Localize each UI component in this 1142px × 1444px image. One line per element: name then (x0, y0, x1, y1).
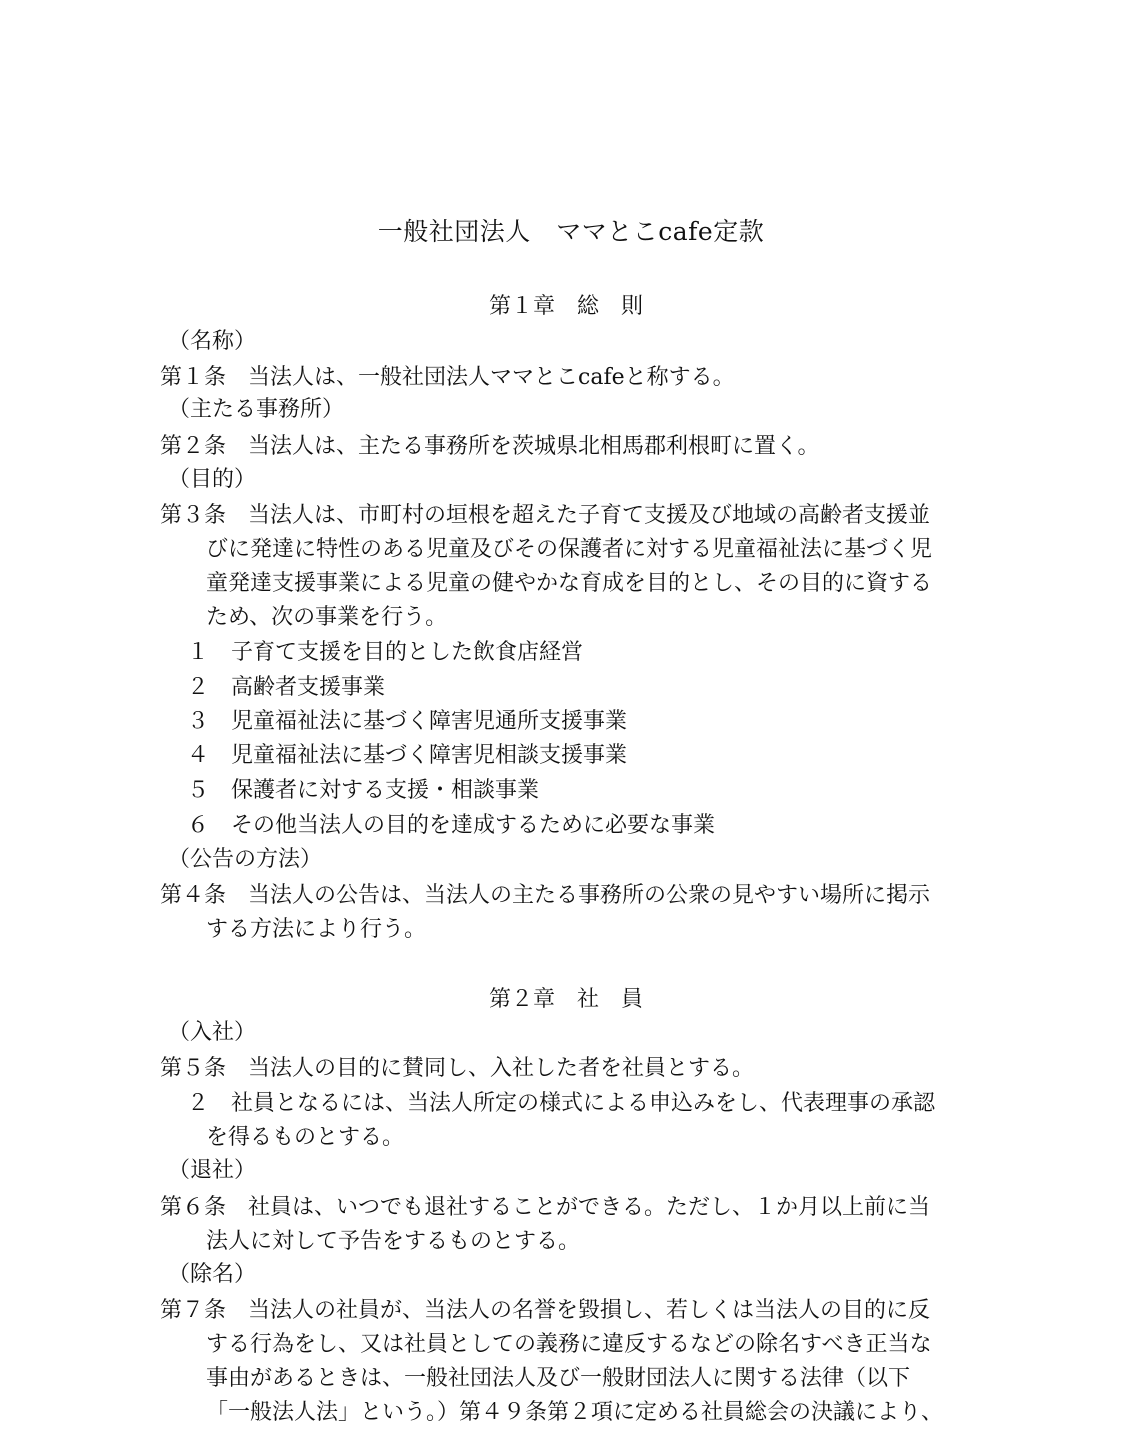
article-6 (160, 1191, 990, 1259)
article-7 (160, 1294, 990, 1430)
article-4-line: する方法により行う。 (206, 917, 427, 942)
article-4-line: 第４条 当法人の公告は、当法人の主たる事務所の公衆の見やすい場所に掲示 (160, 883, 931, 908)
article-5-line: 第５条 当法人の目的に賛同し、入社した者を社員とする。 (160, 1056, 755, 1081)
article-6-caption: （退社） (168, 1158, 257, 1183)
article-3-item: ３ 児童福祉法に基づく障害児通所支援事業 (187, 709, 628, 734)
article-1-caption: （名称） (168, 329, 257, 354)
article-6-line: 第６条 社員は、いつでも退社することができる。ただし、１か月以上前に当 (160, 1195, 931, 1220)
article-2-line: 第２条 当法人は、主たる事務所を茨城県北相馬郡利根町に置く。 (160, 434, 820, 459)
article-3-line: 第３条 当法人は、市町村の垣根を超えた子育て支援及び地域の高齢者支援並 (160, 503, 931, 528)
article-3-item: ５ 保護者に対する支援・相談事業 (187, 778, 540, 803)
article-7-line: する行為をし、又は社員としての義務に違反するなどの除名すべき正当な (206, 1332, 932, 1357)
article-3-line: ため、次の事業を行う。 (206, 605, 448, 630)
article-2-caption: （主たる事務所） (168, 397, 345, 422)
article-3-item: １ 子育て支援を目的とした飲食店経営 (187, 640, 584, 665)
article-4-caption: （公告の方法） (168, 847, 323, 872)
article-3-line: 童発達支援事業による児童の健やかな育成を目的とし、その目的に資する (206, 571, 933, 596)
article-3-item: ２ 高齢者支援事業 (187, 675, 386, 700)
article-5-caption: （入社） (168, 1020, 257, 1045)
article-5-para2-line: を得るものとする。 (206, 1125, 405, 1150)
article-1-line: 第１条 当法人は、一般社団法人ママとこcafeと称する。 (160, 365, 735, 390)
article-5-paragraph-2 (187, 1087, 987, 1155)
article-7-caption: （除名） (168, 1262, 257, 1287)
article-7-line: 「一般法人法」という。）第４９条第２項に定める社員総会の決議により、 (206, 1400, 944, 1425)
article-6-line: 法人に対して予告をするものとする。 (206, 1229, 581, 1254)
article-2 (160, 430, 990, 464)
article-3-item: ６ その他当法人の目的を達成するために必要な事業 (187, 813, 716, 838)
chapter-1-heading: 第１章 総 則 (488, 294, 643, 319)
article-3-caption: （目的） (168, 467, 257, 492)
article-4 (160, 879, 990, 947)
article-3-item: ４ 児童福祉法に基づく障害児相談支援事業 (187, 743, 628, 768)
article-3 (160, 499, 990, 635)
article-1 (160, 361, 990, 395)
article-7-line: 第７条 当法人の社員が、当法人の名誉を毀損し、若しくは当法人の目的に反 (160, 1298, 931, 1323)
article-5-para2-line: ２ 社員となるには、当法人所定の様式による申込みをし、代表理事の承認 (187, 1091, 936, 1116)
document-title: 一般社団法人 ママとこcafe定款 (377, 217, 765, 246)
article-5 (160, 1052, 990, 1086)
chapter-2-heading: 第２章 社 員 (488, 987, 643, 1012)
article-3-line: びに発達に特性のある児童及びその保護者に対する児童福祉法に基づく児 (206, 537, 933, 562)
article-7-line: 事由があるときは、一般社団法人及び一般財団法人に関する法律（以下 (206, 1366, 911, 1391)
